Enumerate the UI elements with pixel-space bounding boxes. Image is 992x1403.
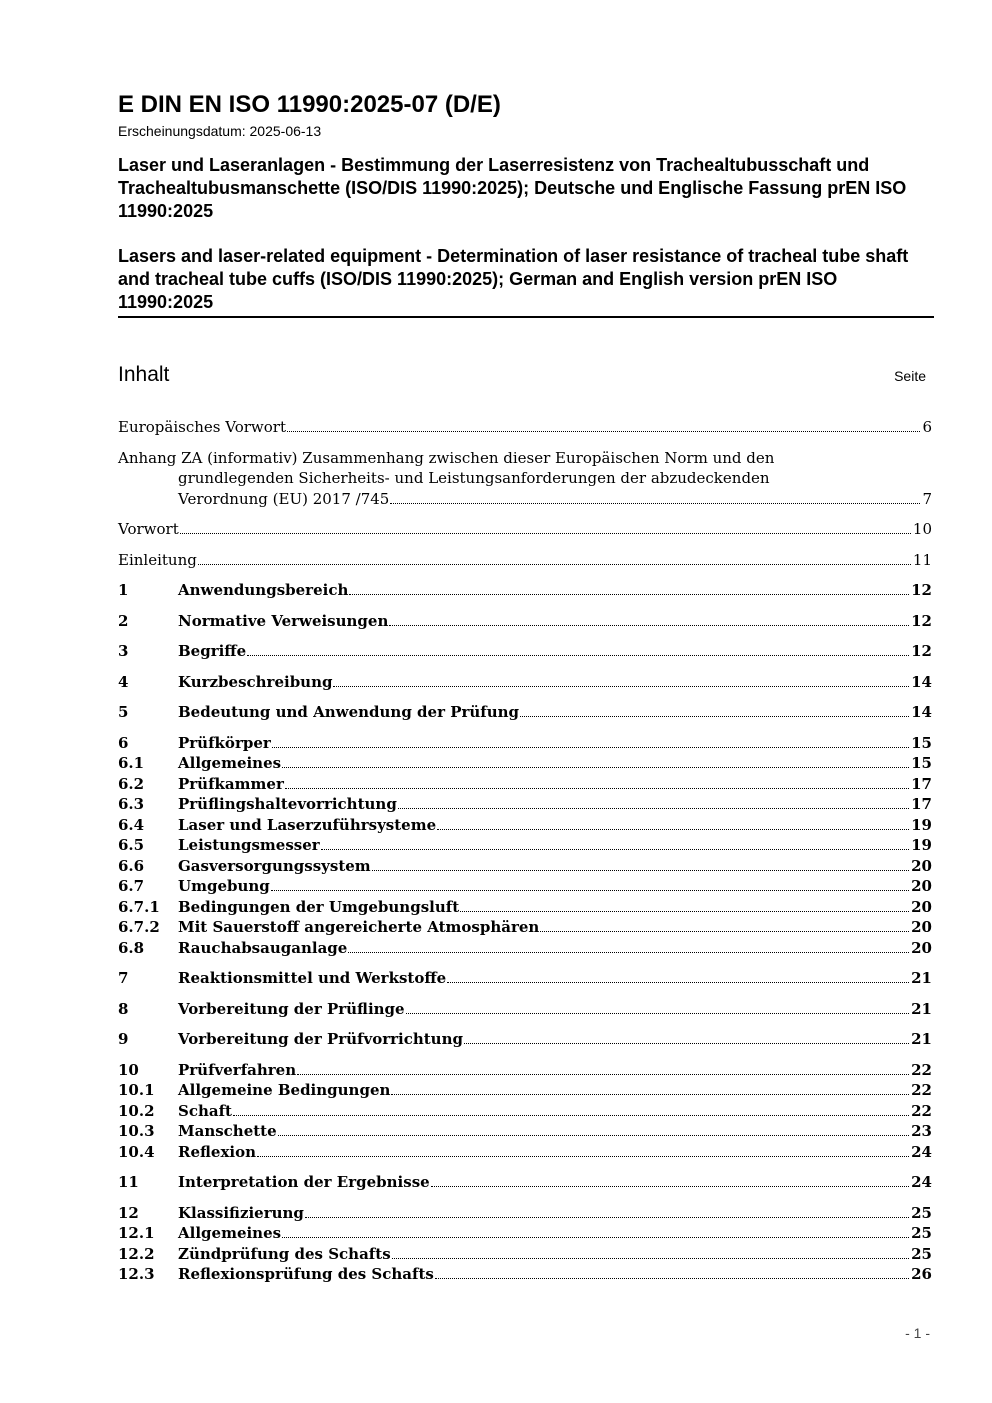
toc-entry-title: Prüflingshaltevorrichtung — [178, 795, 397, 813]
toc-entry-title: Gasversorgungssystem — [178, 856, 371, 875]
toc-entry-number: 10.1 — [118, 1081, 155, 1099]
toc-entry-title: Anwendungsbereich — [178, 581, 349, 599]
toc-entry-number: 6.5 — [118, 836, 145, 854]
toc-entry-title: Zündprüfung des Schafts — [178, 1244, 391, 1263]
toc-entry-number: 10.3 — [118, 1122, 155, 1140]
dot-leader — [447, 982, 909, 983]
toc-entry-10[interactable] — [118, 1060, 932, 1081]
toc-entry-10-4[interactable] — [118, 1142, 932, 1163]
toc-entry-12-1[interactable] — [118, 1223, 932, 1244]
toc-entry-number: 7 — [118, 969, 129, 987]
toc-entry-10-3[interactable] — [118, 1121, 932, 1142]
toc-entry-2[interactable] — [118, 611, 932, 632]
dot-leader — [198, 564, 911, 565]
toc-entry-title: Prüfkörper — [178, 733, 271, 752]
toc-entry-number: 12.1 — [118, 1224, 155, 1242]
toc-entry-page: 20 — [911, 856, 932, 875]
toc-entry-6-7-1[interactable] — [118, 897, 932, 918]
toc-entry-page: 25 — [911, 1203, 932, 1222]
toc-entry-page: 6 — [922, 418, 932, 436]
toc-entry-page: 12 — [911, 642, 932, 660]
dot-leader — [285, 788, 909, 789]
toc-entry-title: Begriffe — [178, 642, 247, 660]
dot-leader — [282, 1237, 909, 1238]
toc-entry-title: Prüfverfahren — [178, 1060, 297, 1079]
toc-entry-number: 3 — [118, 642, 129, 660]
toc-entry-page: 15 — [911, 733, 932, 752]
dot-leader — [437, 829, 909, 830]
dot-leader — [435, 1278, 909, 1279]
toc-entry-page: 20 — [911, 877, 932, 895]
toc-entry-number: 6.6 — [118, 856, 145, 875]
dot-leader — [282, 767, 909, 768]
toc-entry-title: Umgebung — [178, 877, 270, 895]
table-of-contents — [118, 417, 932, 1285]
toc-entry-page: 14 — [911, 703, 932, 721]
toc-entry-title: Einleitung — [118, 550, 197, 569]
toc-entry-5[interactable] — [118, 702, 932, 723]
toc-entry-7[interactable] — [118, 968, 932, 989]
toc-entry-6-8[interactable] — [118, 938, 932, 959]
toc-entry-title: Vorbereitung der Prüfvorrichtung — [178, 1030, 463, 1048]
dot-leader — [391, 1094, 909, 1095]
toc-entry-number: 10.4 — [118, 1142, 155, 1161]
toc-entry-annex-za[interactable] — [118, 448, 932, 510]
dot-leader — [464, 1043, 909, 1044]
toc-entry-title: Normative Verweisungen — [178, 611, 389, 630]
toc-entry-page: 19 — [911, 836, 932, 854]
toc-entry-page: 15 — [911, 754, 932, 772]
toc-entry-page: 20 — [911, 938, 932, 957]
toc-entry-page: 24 — [911, 1142, 932, 1161]
dot-leader — [389, 625, 909, 626]
toc-entry-page: 14 — [911, 672, 932, 691]
toc-entry-page: 10 — [912, 520, 932, 538]
dot-leader — [247, 655, 909, 656]
dot-leader — [406, 1013, 910, 1014]
dot-leader — [348, 952, 909, 953]
toc-entry-number: 2 — [118, 611, 129, 630]
dot-leader — [257, 1156, 909, 1157]
toc-entry-number: 10 — [118, 1060, 139, 1079]
dot-leader — [180, 533, 911, 534]
toc-entry-4[interactable] — [118, 672, 932, 693]
toc-entry-title: Allgemeines — [178, 754, 282, 772]
toc-entry-8[interactable] — [118, 999, 932, 1020]
toc-entry-number: 6.7.2 — [118, 918, 160, 936]
toc-entry-page: 25 — [911, 1244, 932, 1263]
toc-entry-page: 22 — [911, 1081, 932, 1099]
dot-leader — [278, 1135, 909, 1136]
toc-entry-page: 17 — [911, 774, 932, 793]
toc-entry-page: 12 — [911, 581, 932, 599]
toc-entry-page: 21 — [911, 1030, 932, 1048]
toc-entry-number: 8 — [118, 999, 129, 1018]
toc-entry-10-1[interactable] — [118, 1080, 932, 1101]
toc-entry-page: 23 — [911, 1122, 932, 1140]
toc-entry-6-2[interactable] — [118, 774, 932, 795]
dot-leader — [392, 1258, 909, 1259]
dot-leader — [287, 431, 920, 432]
toc-entry-number: 6.4 — [118, 815, 145, 834]
toc-entry-page: 20 — [911, 897, 932, 916]
toc-entry-12-3[interactable] — [118, 1264, 932, 1285]
annex-line-1: Anhang ZA (informativ) Zusammenhang zwischen dieser Europäischen Norm und den — [118, 448, 775, 467]
dot-leader — [271, 890, 909, 891]
dot-leader — [349, 594, 909, 595]
toc-header — [118, 362, 926, 390]
toc-entry-title: Mit Sauerstoff angereicherte Atmosphären — [178, 918, 540, 936]
dot-leader — [431, 1186, 909, 1187]
dot-leader — [372, 870, 909, 871]
toc-entry-page: 19 — [911, 815, 932, 834]
toc-entry-number: 6.1 — [118, 754, 145, 772]
toc-entry-6[interactable] — [118, 733, 932, 754]
toc-entry-number: 6.7 — [118, 877, 145, 895]
toc-entry-6-6[interactable] — [118, 856, 932, 877]
toc-heading: Inhalt — [118, 363, 170, 386]
toc-entry-number: 6 — [118, 733, 129, 752]
toc-entry-title: Reflexionsprüfung des Schafts — [178, 1265, 434, 1283]
toc-entry-title: Reflexion — [178, 1142, 257, 1161]
toc-entry-6-5[interactable] — [118, 835, 932, 856]
toc-entry-number: 6.2 — [118, 774, 145, 793]
toc-entry-title: Manschette — [178, 1122, 277, 1140]
toc-entry-page: 11 — [912, 550, 932, 569]
toc-entry-title: Reaktionsmittel und Werkstoffe — [178, 969, 447, 987]
toc-entry-number: 9 — [118, 1030, 129, 1048]
toc-entry-title: Rauchabsauganlage — [178, 938, 348, 957]
annex-line-3: Verordnung (EU) 2017 /745 — [178, 489, 390, 508]
dot-leader — [233, 1115, 909, 1116]
dot-leader — [460, 911, 909, 912]
toc-entry-title: Europäisches Vorwort — [118, 418, 286, 436]
toc-entry-title: Klassifizierung — [178, 1203, 304, 1222]
toc-entry-title: Bedeutung und Anwendung der Prüfung — [178, 703, 520, 721]
toc-entry-title: Bedingungen der Umgebungsluft — [178, 897, 460, 916]
toc-entry-title: Vorwort — [118, 520, 179, 538]
toc-entry-12-2[interactable] — [118, 1244, 932, 1265]
toc-entry-title: Allgemeines — [178, 1224, 282, 1242]
toc-entry-page: 21 — [911, 999, 932, 1018]
toc-entry-number: 12 — [118, 1203, 139, 1222]
toc-entry-page: 12 — [911, 611, 932, 630]
dot-leader — [390, 503, 920, 504]
page-number: - 1 - — [905, 1325, 930, 1341]
toc-entry-page: 22 — [911, 1060, 932, 1079]
toc-entry-3[interactable] — [118, 641, 932, 662]
toc-entry-number: 6.3 — [118, 795, 145, 813]
toc-entry-page: 7 — [922, 489, 932, 508]
annex-line-2: grundlegenden Sicherheits- und Leistungsanforderungen der abzudeckenden — [178, 469, 770, 487]
dot-leader — [398, 808, 909, 809]
toc-entry-6-4[interactable] — [118, 815, 932, 836]
toc-entry-6-7-2[interactable] — [118, 917, 932, 938]
dot-leader — [520, 716, 909, 717]
dot-leader — [540, 931, 909, 932]
toc-entry-page: 21 — [911, 969, 932, 987]
toc-entry-number: 6.8 — [118, 938, 145, 957]
toc-entry-foreword[interactable] — [118, 519, 932, 540]
document-header — [118, 91, 934, 318]
toc-entry-number: 11 — [118, 1173, 139, 1191]
toc-entry-number: 6.7.1 — [118, 897, 160, 916]
toc-entry-10-2[interactable] — [118, 1101, 932, 1122]
toc-entry-page: 26 — [911, 1265, 932, 1283]
page-column-label: Seite — [894, 368, 926, 384]
toc-entry-6-1[interactable] — [118, 753, 932, 774]
toc-entry-introduction[interactable] — [118, 550, 932, 571]
toc-entry-title: Schaft — [178, 1101, 232, 1120]
dot-leader — [272, 747, 909, 748]
toc-entry-page: 25 — [911, 1224, 932, 1242]
toc-entry-title: Leistungsmesser — [178, 836, 320, 854]
dot-leader — [333, 686, 909, 687]
toc-entry-title: Prüfkammer — [178, 774, 284, 793]
toc-entry-6-7[interactable] — [118, 876, 932, 897]
dot-leader — [305, 1217, 909, 1218]
toc-entry-number: 5 — [118, 703, 129, 721]
toc-entry-1[interactable] — [118, 580, 932, 601]
toc-entry-page: 22 — [911, 1101, 932, 1120]
title-german: Laser und Laseranlagen - Bestimmung der Laserresistenz von Trachealtubusschaft und Trachealtubusmanschette (ISO/DIS 11990:2025); Deutsche und Englische Fassung prEN ISO 11990:2025 — [118, 155, 907, 221]
toc-entry-title: Vorbereitung der Prüflinge — [178, 999, 405, 1018]
toc-entry-page: 24 — [911, 1173, 932, 1191]
toc-entry-page: 20 — [911, 918, 932, 936]
document-id: E DIN EN ISO 11990:2025-07 (D/E) — [118, 91, 501, 118]
dot-leader — [297, 1074, 909, 1075]
toc-entry-number: 12.2 — [118, 1244, 155, 1263]
toc-entry-number: 1 — [118, 581, 129, 599]
toc-entry-title: Allgemeine Bedingungen — [178, 1081, 391, 1099]
toc-entry-page: 17 — [911, 795, 932, 813]
toc-entry-9[interactable] — [118, 1029, 932, 1050]
dot-leader — [321, 849, 909, 850]
toc-entry-title: Interpretation der Ergebnisse — [178, 1173, 430, 1191]
title-english: Lasers and laser-related equipment - Determination of laser resistance of tracheal tube shaft and tracheal tube cuffs (ISO/DIS 11990:2025); German and English version prEN ISO 11990:2025 — [118, 245, 934, 318]
toc-entry-foreword-eu[interactable] — [118, 417, 932, 438]
toc-entry-number: 10.2 — [118, 1101, 155, 1120]
toc-entry-title: Laser und Laserzuführsysteme — [178, 815, 437, 834]
toc-entry-title: Kurzbeschreibung — [178, 672, 333, 691]
publication-date: Erscheinungsdatum: 2025-06-13 — [118, 123, 322, 139]
toc-entry-11[interactable] — [118, 1172, 932, 1193]
toc-entry-number: 12.3 — [118, 1265, 155, 1283]
toc-entry-number: 4 — [118, 672, 129, 691]
toc-entry-6-3[interactable] — [118, 794, 932, 815]
toc-entry-12[interactable] — [118, 1203, 932, 1224]
